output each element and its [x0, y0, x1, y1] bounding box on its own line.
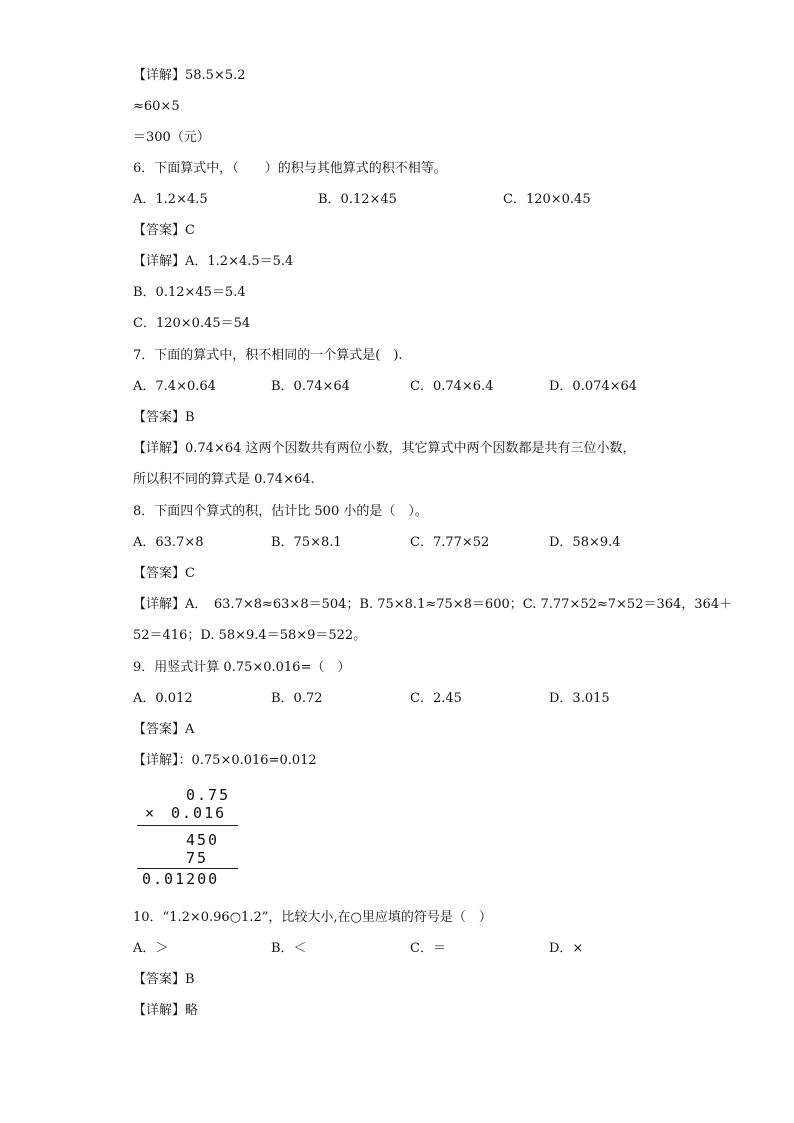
answer-line: 【答案】C: [133, 566, 195, 581]
question-7: 7．下面的算式中，积不相同的一个算式是( ).: [133, 348, 403, 363]
option-a: A．＞: [133, 941, 169, 956]
option-c: C．＝: [410, 941, 446, 956]
detail-line: 【详解】：0.75×0.016=0.012: [133, 753, 317, 768]
detail-line: ＝300（元）: [133, 130, 210, 145]
answer-line: 【答案】B: [133, 972, 195, 987]
option-b: B．75×8.1: [271, 535, 342, 550]
times-sign: ×: [145, 804, 157, 822]
option-a: A．1.2×4.5: [133, 192, 208, 207]
option-c: C．7.77×52: [410, 535, 490, 550]
detail-line: 【详解】A． 63.7×8≈63×8＝504；B. 75×8.1≈75×8＝600；C. 7.77×52≈7×52＝364，364＋: [133, 597, 733, 612]
option-d: D．0.074×64: [549, 379, 638, 394]
option-c: C．0.74×6.4: [410, 379, 494, 394]
option-b: B．＜: [271, 941, 307, 956]
divider-line: [137, 868, 238, 869]
multiplier: 0.016: [171, 804, 227, 822]
detail-line: B．0.12×45＝5.4: [133, 285, 246, 300]
option-a: A．63.7×8: [133, 535, 204, 550]
product-result: 0.01200: [142, 870, 220, 888]
multiplicand: 0.75: [186, 786, 231, 804]
detail-line: 【详解】A．1.2×4.5＝5.4: [133, 254, 294, 269]
answer-line: 【答案】B: [133, 410, 195, 425]
detail-line: C．120×0.45＝54: [133, 316, 251, 331]
question-8: 8．下面四个算式的积，估计比 500 小的是（ ）。: [133, 504, 428, 519]
detail-line: 所以积不同的算式是 0.74×64.: [133, 472, 315, 487]
option-d: D．3.015: [549, 691, 610, 706]
answer-line: 【答案】A: [133, 722, 195, 737]
detail-line: 【详解】略: [133, 1003, 199, 1018]
question-9: 9．用竖式计算 0.75×0.016=（ ）: [133, 660, 351, 675]
detail-line: 【详解】0.74×64 这两个因数共有两位小数，其它算式中两个因数都是共有三位小数，: [133, 441, 636, 456]
question-6: 6．下面算式中，（ ）的积与其他算式的积不相等。: [133, 161, 447, 176]
option-a: A．7.4×0.64: [133, 379, 216, 394]
question-10: 10．“1.2×0.96○1.2”，比较大小,在○里应填的符号是（ ）: [133, 910, 492, 925]
detail-line: 52＝416；D. 58×9.4＝58×9＝522。: [133, 628, 367, 643]
option-d: D．×: [549, 941, 584, 956]
option-d: D．58×9.4: [549, 535, 621, 550]
answer-line: 【答案】C: [133, 223, 195, 238]
partial-product-1: 450: [186, 831, 220, 849]
partial-product-2: 75: [186, 849, 209, 867]
divider-line: [137, 825, 238, 826]
option-a: A．0.012: [133, 691, 193, 706]
option-b: B．0.74×64: [271, 379, 350, 394]
option-c: C．2.45: [410, 691, 462, 706]
option-b: B．0.12×45: [318, 192, 397, 207]
detail-line: 【详解】58.5×5.2: [133, 68, 246, 83]
option-c: C．120×0.45: [503, 192, 591, 207]
option-b: B．0.72: [271, 691, 323, 706]
detail-line: ≈60×5: [133, 99, 180, 114]
